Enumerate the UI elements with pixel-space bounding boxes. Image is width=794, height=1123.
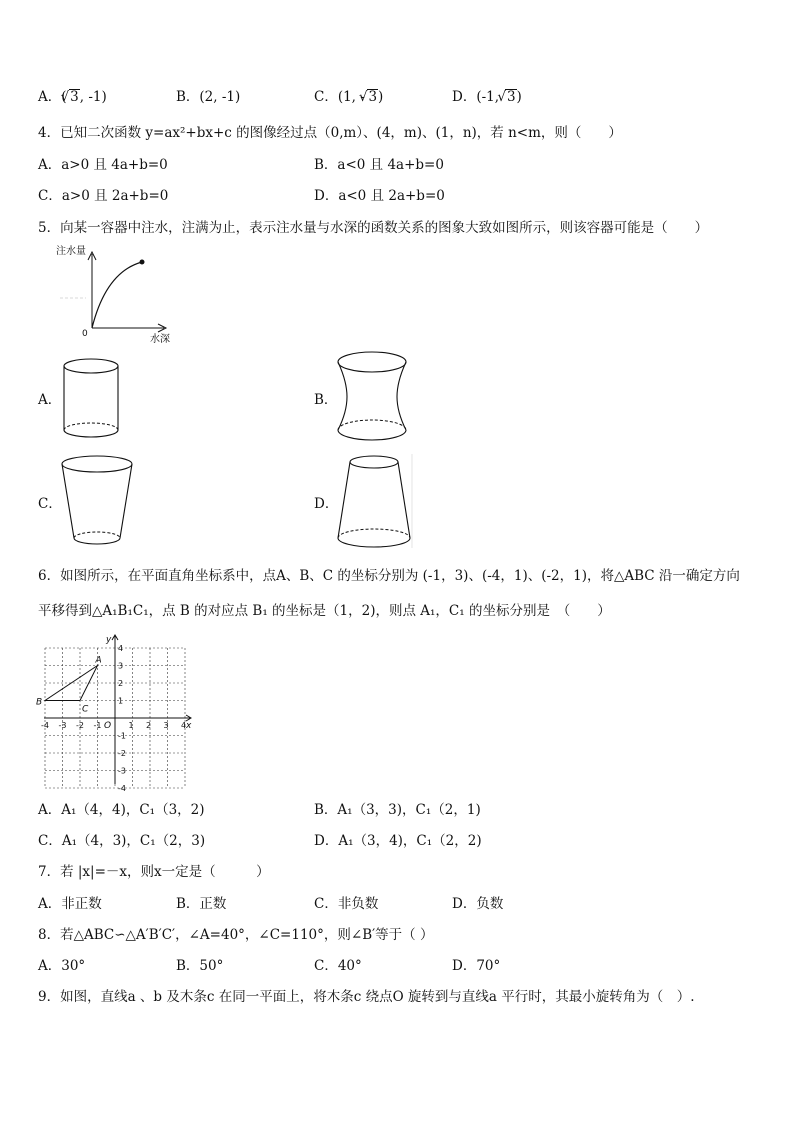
q5-option-c-label[interactable]: C． xyxy=(38,496,62,512)
q3-option-a-prefix: A．( xyxy=(38,89,67,105)
q8-option-c[interactable]: C．40° xyxy=(314,958,362,974)
q7-option-b[interactable]: B．正数 xyxy=(176,896,227,912)
q5-container-b[interactable] xyxy=(332,348,412,446)
q6-y-tick-label: 2 xyxy=(118,679,124,688)
q5-graph-origin: 0 xyxy=(82,329,88,339)
q6-coordinate-grid xyxy=(34,632,200,793)
q4-option-c[interactable]: C．a>0 且 2a+b=0 xyxy=(38,188,169,204)
q7-option-d[interactable]: D．负数 xyxy=(452,896,504,912)
q5-stem: 5．向某一容器中注水，注满为止，表示注水量与水深的函数关系的图象大致如图所示，则该容器可能是（ ） xyxy=(38,220,709,236)
q3-option-c[interactable] xyxy=(314,88,383,106)
q6-x-tick-label: -4 xyxy=(41,721,49,730)
q7-stem: 7．若 |x|=－x，则x一定是（ ） xyxy=(38,864,270,880)
q9-stem: 9．如图，直线a 、b 及木条c 在同一平面上，将木条c 绕点O 旋转到与直线a 平行时，其最小旋转角为（ ）. xyxy=(38,989,695,1005)
q6-x-tick-label: -2 xyxy=(76,721,84,730)
q3-option-d-suffix: ) xyxy=(516,89,522,105)
q6-x-tick-label: -1 xyxy=(93,721,102,730)
q5-graph-curve xyxy=(92,262,142,328)
q5-container-d[interactable] xyxy=(332,452,416,552)
q6-option-a[interactable]: A．A₁（4，4)，C₁（3，2) xyxy=(38,802,205,818)
q3-option-a[interactable] xyxy=(38,88,107,106)
q6-option-b[interactable]: B．A₁（3，3)，C₁（2，1) xyxy=(314,802,481,818)
q3-option-d[interactable] xyxy=(452,88,522,106)
q4-option-b[interactable]: B．a<0 且 4a+b=0 xyxy=(314,157,444,173)
q6-label-x: x xyxy=(186,721,192,731)
q3-option-b[interactable]: B．(2, -1) xyxy=(176,89,241,105)
q3-option-a-suffix: , -1) xyxy=(79,89,107,105)
q6-y-tick-label: 3 xyxy=(118,661,124,671)
q6-stem-line1: 6．如图所示，在平面直角坐标系中，点A、B、C 的坐标分别为 (-1，3)、(-4，1)、(-2，1)，将△ABC 沿一确定方向 xyxy=(38,568,740,584)
q3-option-d-radical: √ 3 xyxy=(505,89,516,104)
q6-x-tick-label: -3 xyxy=(58,721,67,730)
q5-graph xyxy=(52,240,182,346)
q5-container-a[interactable] xyxy=(58,352,130,444)
q8-option-b[interactable]: B．50° xyxy=(176,958,224,974)
q6-x-tick-label: 2 xyxy=(146,721,152,730)
q6-label-a: A xyxy=(95,655,102,666)
q3-option-c-radical: √ 3 xyxy=(367,89,378,104)
q5-option-d-label[interactable]: D． xyxy=(314,496,339,512)
q3-option-d-prefix: D．(-1, xyxy=(452,89,504,105)
q7-option-c[interactable]: C．非负数 xyxy=(314,896,379,912)
q6-y-tick-label: -4 xyxy=(118,784,126,793)
q8-option-d[interactable]: D．70° xyxy=(452,958,501,974)
q3-option-c-suffix: ) xyxy=(378,89,384,105)
q8-stem: 8．若△ABC∽△A′B′C′，∠A=40°，∠C=110°，则∠B′等于（ ） xyxy=(38,927,434,943)
q6-y-tick-label: 1 xyxy=(118,696,124,706)
q6-option-d[interactable]: D．A₁（3，4)，C₁（2，2) xyxy=(314,833,482,849)
q6-y-tick-label: 4 xyxy=(118,644,124,653)
q6-x-tick-label: 1 xyxy=(128,721,134,730)
q4-option-a[interactable]: A．a>0 且 4a+b=0 xyxy=(38,157,168,173)
q3-option-c-prefix: C．(1, - xyxy=(314,89,365,105)
q6-label-y: y xyxy=(106,635,112,645)
q4-stem: 4．已知二次函数 y=ax²+bx+c 的图像经过点（0,m）、(4，m)、(1，n)，若 n<m，则（ ） xyxy=(38,125,622,141)
q5-graph-endpoint xyxy=(140,260,145,265)
q5-graph-ylabel: 注水量 xyxy=(56,246,86,257)
q6-x-tick-label: 3 xyxy=(163,721,169,730)
q6-label-b: B xyxy=(36,697,43,708)
q3-option-a-radical: √ 3 xyxy=(69,89,80,104)
q6-y-tick-label: -3 xyxy=(118,766,126,776)
q6-x-tick-label: 4 xyxy=(181,721,187,730)
q6-label-origin: O xyxy=(104,721,112,731)
q6-y-tick-label: -1 xyxy=(118,731,126,741)
q6-option-c[interactable]: C．A₁（4，3)，C₁（2，3) xyxy=(38,833,206,849)
q6-y-tick-label: -2 xyxy=(118,749,126,758)
q4-option-d[interactable]: D．a<0 且 2a+b=0 xyxy=(314,188,445,204)
q7-option-a[interactable]: A．非正数 xyxy=(38,896,102,912)
q6-stem-line2: 平移得到△A₁B₁C₁，点 B 的对应点 B₁ 的坐标是（1，2)，则点 A₁，C₁ 的坐标分别是 （ ） xyxy=(38,603,611,619)
q6-label-c: C xyxy=(82,704,89,715)
q5-option-a-label[interactable]: A． xyxy=(38,392,62,408)
q5-graph-xlabel: 水深 xyxy=(150,334,170,345)
q8-option-a[interactable]: A．30° xyxy=(38,958,86,974)
q5-option-b-label[interactable]: B． xyxy=(314,392,338,408)
q5-container-c[interactable] xyxy=(58,452,138,552)
